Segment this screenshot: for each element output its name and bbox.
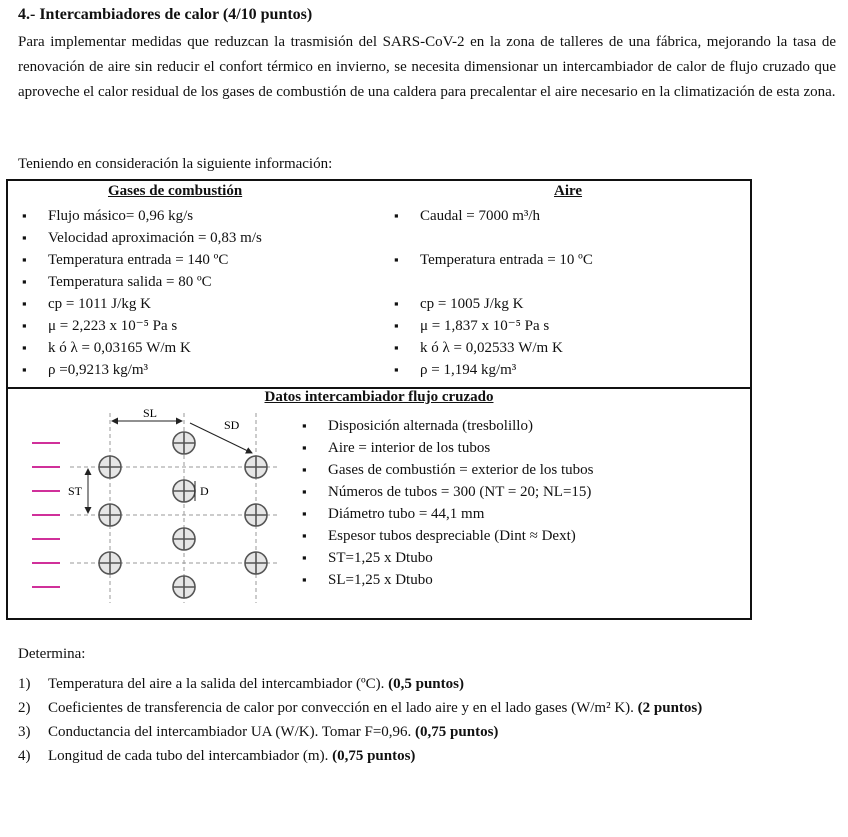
aire-item: ▪ μ = 1,837 x 10⁻⁵ Pa s — [386, 315, 746, 337]
gases-heading: Gases de combustión — [108, 183, 243, 199]
datos-item: ▪ Números de tubos = 300 (NT = 20; NL=15) — [294, 481, 744, 503]
gases-item: ▪ Flujo másico= 0,96 kg/s — [14, 205, 384, 227]
datos-heading: Datos intercambiador flujo cruzado — [264, 389, 494, 405]
gases-item: ▪ cp = 1011 J/kg K — [14, 293, 384, 315]
datos-item: ▪ Gases de combustión = exterior de los tubos — [294, 459, 744, 481]
aire-heading: Aire — [554, 183, 583, 199]
question-text: Longitud de cada tubo del intercambiador (m). — [48, 748, 333, 764]
gases-list — [14, 205, 384, 381]
question-item — [18, 744, 838, 768]
aire-item: ▪ cp = 1005 J/kg K — [386, 293, 746, 315]
gases-item: ▪ Velocidad aproximación = 0,83 m/s — [14, 227, 384, 249]
question-text: Coeficientes de transferencia de calor por convección en el lado aire y en el lado gases (W/m² K). — [48, 700, 638, 716]
gas-flow-arrows — [32, 443, 60, 587]
datos-list — [294, 415, 744, 591]
tube — [99, 552, 121, 574]
question-number: 2) — [18, 700, 31, 716]
datos-item: ▪ ST=1,25 x Dtubo — [294, 547, 744, 569]
given-info-label: Teniendo en consideración la siguiente información: — [18, 156, 333, 172]
tube — [245, 456, 267, 478]
intro-paragraph: Para implementar medidas que reduzcan la trasmisión del SARS-CoV-2 en la zona de talleres de una fábrica, mejorando la tasa de renovación de aire sin reducir el confort térmico en invierno, se necesita dimensionar un intercambiador de calor de flujo cruzado que aproveche el calor residual de los gases de combustión de una caldera para precalentar el aire necesario en la climatización de esta zona. — [18, 34, 836, 100]
gases-item: ▪ Temperatura salida = 80 ºC — [14, 271, 384, 293]
questions-list — [18, 672, 838, 768]
datos-item: ▪ SL=1,25 x Dtubo — [294, 569, 744, 591]
question-points: (0,75 puntos) — [332, 748, 416, 764]
datos-item: ▪ Aire = interior de los tubos — [294, 437, 744, 459]
aire-item: ▪ Caudal = 7000 m³/h — [386, 205, 746, 227]
data-table — [6, 179, 752, 620]
sl-label: SL — [143, 407, 158, 420]
tube — [173, 480, 195, 502]
gases-item: ▪ ρ =0,9213 kg/m³ — [14, 359, 384, 381]
tube-bank-diagram — [30, 407, 300, 607]
datos-item: ▪ Disposición alternada (tresbolillo) — [294, 415, 744, 437]
exercise-title: 4.- Intercambiadores de calor (4/10 puntos) — [18, 6, 313, 23]
question-item — [18, 672, 838, 696]
tube — [173, 432, 195, 454]
gases-item: ▪ μ = 2,223 x 10⁻⁵ Pa s — [14, 315, 384, 337]
datos-item: ▪ Espesor tubos despreciable (Dint ≈ Dext) — [294, 525, 744, 547]
gases-item: ▪ k ó λ = 0,03165 W/m K — [14, 337, 384, 359]
gases-item: ▪ Temperatura entrada = 140 ºC — [14, 249, 384, 271]
datos-item: ▪ Diámetro tubo = 44,1 mm — [294, 503, 744, 525]
determine-label: Determina: — [18, 646, 86, 662]
question-number: 3) — [18, 724, 31, 740]
sd-label: SD — [224, 418, 240, 432]
aire-list — [386, 205, 746, 381]
tube — [99, 456, 121, 478]
tube — [245, 552, 267, 574]
question-points: (0,75 puntos) — [415, 724, 499, 740]
tube — [173, 528, 195, 550]
question-text: Temperatura del aire a la salida del intercambiador (ºC). — [48, 676, 389, 692]
tube — [173, 576, 195, 598]
question-number: 4) — [18, 748, 31, 764]
question-item — [18, 720, 838, 744]
question-number: 1) — [18, 676, 31, 692]
st-label: ST — [68, 484, 83, 498]
aire-item: ▪ ρ = 1,194 kg/m³ — [386, 359, 746, 381]
question-text: Conductancia del intercambiador UA (W/K). Tomar F=0,96. — [48, 724, 416, 740]
question-points: (2 puntos) — [637, 700, 703, 716]
tube — [99, 504, 121, 526]
question-points: (0,5 puntos) — [388, 676, 464, 692]
question-item — [18, 696, 838, 720]
tube — [245, 504, 267, 526]
aire-item: ▪ k ó λ = 0,02533 W/m K — [386, 337, 746, 359]
d-label: D — [200, 484, 209, 498]
aire-item: ▪ Temperatura entrada = 10 ºC — [386, 249, 746, 271]
